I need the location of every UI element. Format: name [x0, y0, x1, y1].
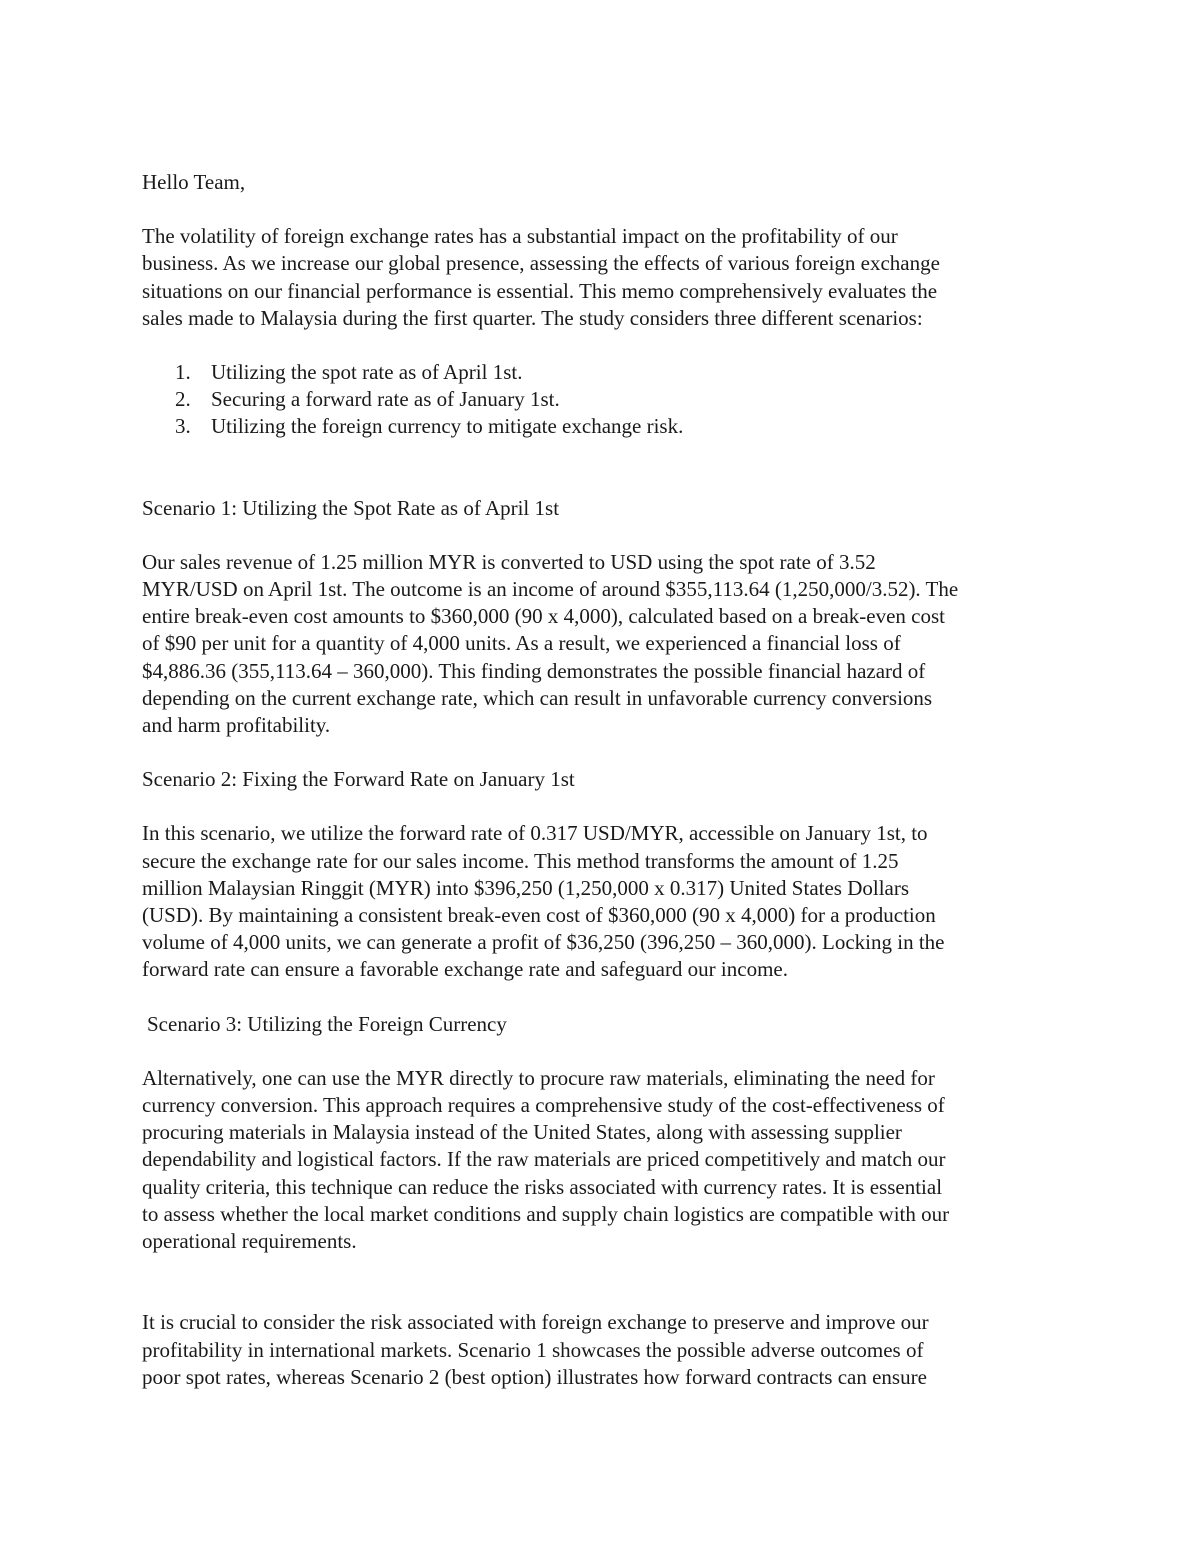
intro-paragraph: The volatility of foreign exchange rates has a substantial impact on the profitability of our business. As we increase our global presence, assessing the effects of various foreign exchange situations on our financial performance is essential. This memo comprehensively evaluates the sales made to Malaysia during the first quarter. The study considers three different scenarios:	[142, 224, 940, 330]
scenario1-heading: Scenario 1: Utilizing the Spot Rate as of April 1st	[142, 495, 560, 520]
memo-body	[142, 169, 1067, 1391]
scenario2-heading: Scenario 2: Fixing the Forward Rate on January 1st	[142, 767, 575, 792]
list-item-number: 3.	[175, 414, 191, 439]
scenario3-paragraph: Alternatively, one can use the MYR directly to procure raw materials, eliminating the need for currency conversion. This approach requires a comprehensive study of the cost-effectiveness of procuring materials in Malaysia instead of the United States, along with assessing supplier dependability and logistical factors. If the raw materials are priced competitively and match our quality criteria, this technique can reduce the risks associated with currency rates. It is essential to assess whether the local market conditions and supply chain logistics are compatible with our operational requirements.	[142, 1065, 950, 1254]
scenario3-heading: Scenario 3: Utilizing the Foreign Currency	[147, 1011, 507, 1036]
conclusion-paragraph: It is crucial to consider the risk associated with foreign exchange to preserve and improve our profitability in international markets. Scenario 1 showcases the possible adverse outcomes of poor spot rates, whereas Scenario 2 (best option) illustrates how forward contracts can ensure	[142, 1310, 929, 1389]
scenario1-paragraph: Our sales revenue of 1.25 million MYR is converted to USD using the spot rate of 3.52 MYR/USD on April 1st. The outcome is an income of around $355,113.64 (1,250,000/3.52). The entire break-even cost amounts to $360,000 (90 x 4,000), calculated based on a break-even cost of $90 per unit for a quantity of 4,000 units. As a result, we experienced a financial loss of $4,886.36 (355,113.64 – 360,000). This finding demonstrates the possible financial hazard of depending on the current exchange rate, which can result in unfavorable currency conversions and harm profitability.	[142, 549, 959, 738]
scenario-list	[142, 359, 1067, 441]
scenario2-paragraph: In this scenario, we utilize the forward rate of 0.317 USD/MYR, accessible on January 1st, to secure the exchange rate for our sales income. This method transforms the amount of 1.25 million Malaysian Ringgit (MYR) into $396,250 (1,250,000 x 0.317) United States Dollars (USD). By maintaining a consistent break-even cost of $360,000 (90 x 4,000) for a production volume of 4,000 units, we can generate a profit of $36,250 (396,250 – 360,000). Locking in the forward rate can ensure a favorable exchange rate and safeguard our income.	[142, 821, 945, 982]
list-item-text: Utilizing the spot rate as of April 1st.	[211, 360, 523, 385]
list-item-number: 2.	[175, 387, 191, 412]
list-item-text: Securing a forward rate as of January 1st.	[211, 387, 560, 412]
greeting: Hello Team,	[142, 170, 246, 194]
list-item	[142, 413, 1067, 440]
list-item-text: Utilizing the foreign currency to mitigate exchange risk.	[211, 414, 684, 439]
list-item-number: 1.	[175, 360, 191, 385]
list-item	[142, 359, 1067, 386]
list-item	[142, 386, 1067, 413]
